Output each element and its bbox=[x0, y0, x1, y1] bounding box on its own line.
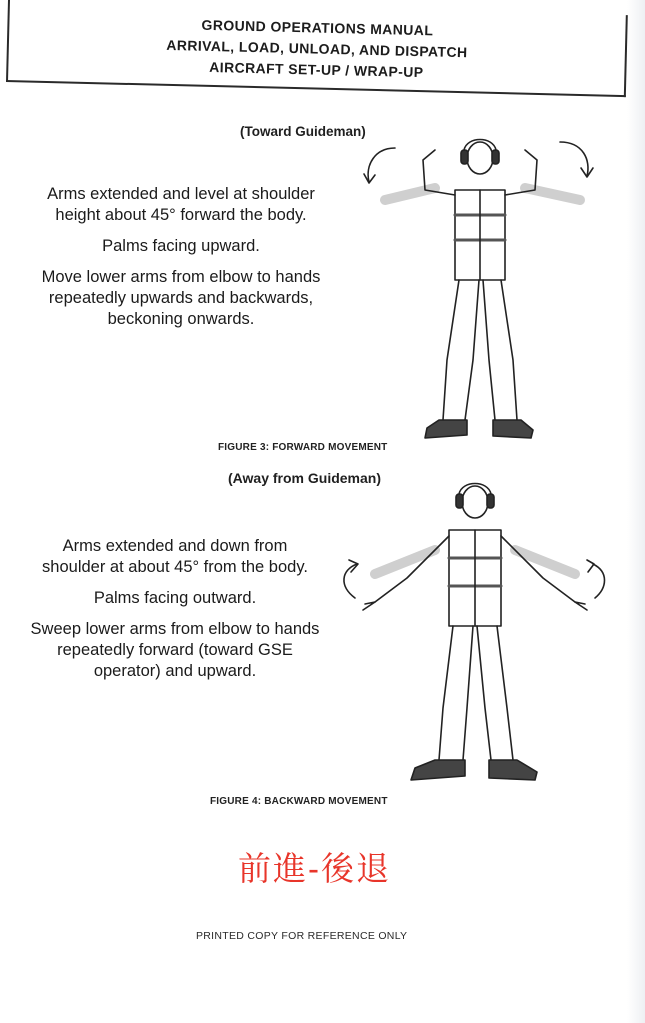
header-subtitle-2: AIRCRAFT SET-UP / WRAP-UP bbox=[209, 58, 424, 81]
figure4-instruction-3: Sweep lower arms from elbow to hands repeatedly forward (toward GSE operator) and upward. bbox=[30, 620, 320, 680]
manual-header bbox=[6, 0, 628, 97]
figure3-caption: FIGURE 3: FORWARD MOVEMENT bbox=[218, 442, 388, 453]
figure3-person-illustration bbox=[355, 130, 605, 448]
figure3-instruction-1: Arms extended and level at shoulder height about 45° forward the body. bbox=[47, 185, 315, 224]
header-subtitle-1: ARRIVAL, LOAD, UNLOAD, AND DISPATCH bbox=[166, 36, 468, 61]
figure3-instruction-2: Palms facing upward. bbox=[102, 237, 260, 255]
figure4-subheading: (Away from Guideman) bbox=[228, 470, 381, 486]
header-title: GROUND OPERATIONS MANUAL bbox=[201, 16, 434, 39]
chinese-annotation: 前進-後退 bbox=[238, 850, 391, 887]
figure4-instructions bbox=[30, 536, 320, 692]
figure3-instruction-3: Move lower arms from elbow to hands repeatedly upwards and backwards, beckoning onwards. bbox=[41, 268, 321, 328]
figure4-person-illustration bbox=[335, 478, 615, 790]
reference-footer: PRINTED COPY FOR REFERENCE ONLY bbox=[196, 930, 408, 942]
figure3-instructions bbox=[36, 184, 326, 340]
figure3-subheading: (Toward Guideman) bbox=[240, 124, 366, 139]
figure4-instruction-2: Palms facing outward. bbox=[93, 589, 257, 607]
page-edge-shadow bbox=[627, 0, 645, 1023]
figure4-caption: FIGURE 4: BACKWARD MOVEMENT bbox=[210, 796, 388, 807]
figure4-instruction-1: Arms extended and down from shoulder at about 45° from the body. bbox=[42, 537, 308, 576]
